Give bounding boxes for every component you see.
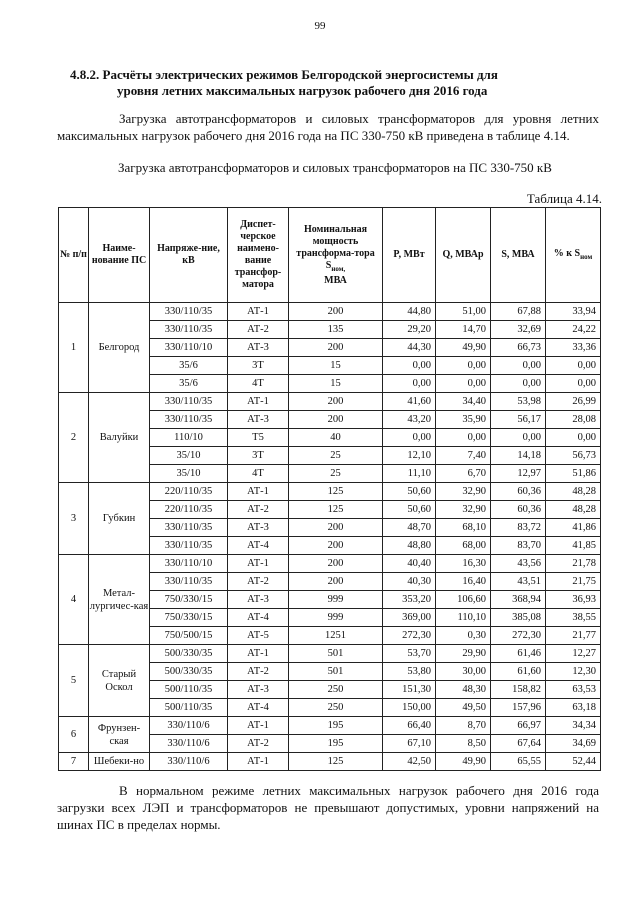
pct-cell: 21,75: [546, 573, 601, 591]
p-cell: 40,40: [383, 555, 436, 573]
table-row: [59, 303, 601, 321]
pct-cell: 63,18: [546, 699, 601, 717]
s-cell: 43,56: [491, 555, 546, 573]
pct-cell: 63,53: [546, 681, 601, 699]
substation-name-cell: Шебеки-но: [89, 753, 150, 771]
dispatch-cell: 4Т: [228, 465, 289, 483]
substation-name-cell: Старый Оскол: [89, 645, 150, 717]
p-cell: 353,20: [383, 591, 436, 609]
dispatch-cell: АТ-2: [228, 663, 289, 681]
dispatch-cell: АТ-2: [228, 321, 289, 339]
p-cell: 48,70: [383, 519, 436, 537]
p-cell: 29,20: [383, 321, 436, 339]
voltage-cell: 330/110/35: [150, 393, 228, 411]
voltage-cell: 330/110/6: [150, 753, 228, 771]
nominal-cell: 125: [289, 753, 383, 771]
p-cell: 150,00: [383, 699, 436, 717]
voltage-cell: 500/110/35: [150, 681, 228, 699]
header-nominal-main: Номинальная мощность трансформа-тора S: [296, 223, 375, 271]
nominal-cell: 15: [289, 357, 383, 375]
dispatch-cell: АТ-5: [228, 627, 289, 645]
q-cell: 35,90: [436, 411, 491, 429]
nominal-cell: 999: [289, 591, 383, 609]
q-cell: 0,00: [436, 375, 491, 393]
conclusion-paragraph: В нормальном режиме летних максимальных нагрузок рабочего дня 2016 года загрузки всех ЛЭП и трансформаторов не превышают допустимых, уровни напряжений на шинах ПС в пределах нормы.: [57, 783, 599, 832]
pct-cell: 28,08: [546, 411, 601, 429]
dispatch-cell: АТ-1: [228, 555, 289, 573]
page-number: 99: [314, 20, 326, 32]
voltage-cell: 330/110/6: [150, 717, 228, 735]
dispatch-cell: 3Т: [228, 357, 289, 375]
s-cell: 61,60: [491, 663, 546, 681]
nominal-cell: 200: [289, 393, 383, 411]
intro-paragraph: Загрузка автотрансформаторов и силовых трансформаторов для уровня летних максимальных нагрузок рабочего дня 2016 года на ПС 330-750 кВ приведена в таблице 4.14.: [57, 111, 599, 143]
voltage-cell: 35/6: [150, 357, 228, 375]
p-cell: 50,60: [383, 501, 436, 519]
q-cell: 16,30: [436, 555, 491, 573]
q-cell: 49,50: [436, 699, 491, 717]
dispatch-cell: АТ-1: [228, 645, 289, 663]
pct-cell: 26,99: [546, 393, 601, 411]
dispatch-cell: АТ-2: [228, 573, 289, 591]
dispatch-cell: АТ-3: [228, 591, 289, 609]
dispatch-cell: АТ-1: [228, 303, 289, 321]
q-cell: 0,30: [436, 627, 491, 645]
s-cell: 66,73: [491, 339, 546, 357]
q-cell: 14,70: [436, 321, 491, 339]
pct-cell: 24,22: [546, 321, 601, 339]
voltage-cell: 750/500/15: [150, 627, 228, 645]
p-cell: 0,00: [383, 429, 436, 447]
row-number-cell: 2: [59, 393, 89, 483]
pct-cell: 0,00: [546, 375, 601, 393]
voltage-cell: 330/110/35: [150, 321, 228, 339]
s-cell: 368,94: [491, 591, 546, 609]
header-q: Q, МВАр: [436, 208, 491, 303]
heading-line-1: 4.8.2. Расчёты электрических режимов Белгородской энергосистемы для: [70, 67, 498, 82]
nominal-cell: 15: [289, 375, 383, 393]
row-number-cell: 4: [59, 555, 89, 645]
voltage-cell: 330/110/35: [150, 411, 228, 429]
voltage-cell: 220/110/35: [150, 501, 228, 519]
table-row: [59, 483, 601, 501]
voltage-cell: 35/6: [150, 375, 228, 393]
header-pct-sub: ном: [580, 252, 593, 261]
q-cell: 0,00: [436, 357, 491, 375]
pct-cell: 21,77: [546, 627, 601, 645]
voltage-cell: 330/110/10: [150, 555, 228, 573]
nominal-cell: 125: [289, 501, 383, 519]
dispatch-cell: АТ-3: [228, 681, 289, 699]
header-no: № п/п: [59, 208, 89, 303]
q-cell: 48,30: [436, 681, 491, 699]
header-s: S, МВА: [491, 208, 546, 303]
nominal-cell: 40: [289, 429, 383, 447]
pct-cell: 33,36: [546, 339, 601, 357]
nominal-cell: 250: [289, 681, 383, 699]
nominal-cell: 195: [289, 717, 383, 735]
voltage-cell: 330/110/35: [150, 537, 228, 555]
pct-cell: 21,78: [546, 555, 601, 573]
q-cell: 30,00: [436, 663, 491, 681]
s-cell: 272,30: [491, 627, 546, 645]
header-nominal-sub: ном,: [331, 264, 346, 273]
pct-cell: 0,00: [546, 429, 601, 447]
p-cell: 44,80: [383, 303, 436, 321]
s-cell: 12,97: [491, 465, 546, 483]
pct-cell: 12,30: [546, 663, 601, 681]
p-cell: 67,10: [383, 735, 436, 753]
dispatch-cell: АТ-3: [228, 519, 289, 537]
nominal-cell: 200: [289, 555, 383, 573]
table-row: [59, 555, 601, 573]
substation-name-cell: Метал-лургичес-кая: [89, 555, 150, 645]
nominal-cell: 200: [289, 573, 383, 591]
header-name: Наиме-нование ПС: [89, 208, 150, 303]
nominal-cell: 250: [289, 699, 383, 717]
q-cell: 68,10: [436, 519, 491, 537]
dispatch-cell: АТ-4: [228, 609, 289, 627]
voltage-cell: 330/110/35: [150, 573, 228, 591]
pct-cell: 41,86: [546, 519, 601, 537]
q-cell: 51,00: [436, 303, 491, 321]
p-cell: 272,30: [383, 627, 436, 645]
p-cell: 0,00: [383, 357, 436, 375]
q-cell: 49,90: [436, 339, 491, 357]
voltage-cell: 500/330/35: [150, 645, 228, 663]
section-heading: [70, 67, 590, 99]
pct-cell: 34,34: [546, 717, 601, 735]
nominal-cell: 1251: [289, 627, 383, 645]
s-cell: 67,64: [491, 735, 546, 753]
s-cell: 61,46: [491, 645, 546, 663]
p-cell: 40,30: [383, 573, 436, 591]
table-header-row: [59, 208, 601, 303]
dispatch-cell: АТ-2: [228, 501, 289, 519]
q-cell: 32,90: [436, 483, 491, 501]
header-pct-main: % к S: [553, 247, 581, 259]
q-cell: 0,00: [436, 429, 491, 447]
pct-cell: 12,27: [546, 645, 601, 663]
pct-cell: 38,55: [546, 609, 601, 627]
s-cell: 83,70: [491, 537, 546, 555]
p-cell: 0,00: [383, 375, 436, 393]
p-cell: 41,60: [383, 393, 436, 411]
pct-cell: 34,69: [546, 735, 601, 753]
q-cell: 32,90: [436, 501, 491, 519]
q-cell: 68,00: [436, 537, 491, 555]
q-cell: 8,50: [436, 735, 491, 753]
voltage-cell: 750/330/15: [150, 591, 228, 609]
q-cell: 110,10: [436, 609, 491, 627]
nominal-cell: 125: [289, 483, 383, 501]
voltage-cell: 330/110/10: [150, 339, 228, 357]
heading-line-2: уровня летних максимальных нагрузок рабочего дня 2016 года: [117, 83, 488, 98]
s-cell: 43,51: [491, 573, 546, 591]
table-label: Таблица 4.14.: [526, 191, 602, 206]
voltage-cell: 330/110/35: [150, 519, 228, 537]
row-number-cell: 6: [59, 717, 89, 753]
pct-cell: 41,85: [546, 537, 601, 555]
table-row: [59, 393, 601, 411]
pct-cell: 48,28: [546, 483, 601, 501]
p-cell: 369,00: [383, 609, 436, 627]
s-cell: 0,00: [491, 357, 546, 375]
header-dispatch: Диспет-черское наимено-вание трансфор-матора: [228, 208, 289, 303]
q-cell: 106,60: [436, 591, 491, 609]
p-cell: 44,30: [383, 339, 436, 357]
dispatch-cell: АТ-3: [228, 339, 289, 357]
transformer-load-table: [58, 207, 601, 771]
voltage-cell: 330/110/6: [150, 735, 228, 753]
nominal-cell: 501: [289, 645, 383, 663]
table-row: [59, 717, 601, 735]
p-cell: 66,40: [383, 717, 436, 735]
table-row: [59, 645, 601, 663]
pct-cell: 56,73: [546, 447, 601, 465]
pct-cell: 0,00: [546, 357, 601, 375]
dispatch-cell: АТ-4: [228, 699, 289, 717]
p-cell: 48,80: [383, 537, 436, 555]
dispatch-cell: АТ-3: [228, 411, 289, 429]
s-cell: 60,36: [491, 483, 546, 501]
nominal-cell: 200: [289, 411, 383, 429]
dispatch-cell: Т5: [228, 429, 289, 447]
voltage-cell: 500/330/35: [150, 663, 228, 681]
table-row: [59, 753, 601, 771]
row-number-cell: 3: [59, 483, 89, 555]
pct-cell: 48,28: [546, 501, 601, 519]
dispatch-cell: АТ-1: [228, 717, 289, 735]
s-cell: 385,08: [491, 609, 546, 627]
substation-name-cell: Фрунзен-ская: [89, 717, 150, 753]
voltage-cell: 110/10: [150, 429, 228, 447]
p-cell: 12,10: [383, 447, 436, 465]
nominal-cell: 25: [289, 465, 383, 483]
q-cell: 29,90: [436, 645, 491, 663]
pct-cell: 51,86: [546, 465, 601, 483]
header-p: P, МВт: [383, 208, 436, 303]
q-cell: 7,40: [436, 447, 491, 465]
substation-name-cell: Губкин: [89, 483, 150, 555]
nominal-cell: 999: [289, 609, 383, 627]
header-nominal-unit: МВА: [324, 274, 347, 286]
q-cell: 16,40: [436, 573, 491, 591]
q-cell: 34,40: [436, 393, 491, 411]
p-cell: 53,70: [383, 645, 436, 663]
nominal-cell: 25: [289, 447, 383, 465]
nominal-cell: 200: [289, 519, 383, 537]
dispatch-cell: 4Т: [228, 375, 289, 393]
p-cell: 42,50: [383, 753, 436, 771]
nominal-cell: 501: [289, 663, 383, 681]
dispatch-cell: 3Т: [228, 447, 289, 465]
s-cell: 0,00: [491, 429, 546, 447]
substation-name-cell: Белгород: [89, 303, 150, 393]
dispatch-cell: АТ-4: [228, 537, 289, 555]
s-cell: 65,55: [491, 753, 546, 771]
nominal-cell: 135: [289, 321, 383, 339]
s-cell: 66,97: [491, 717, 546, 735]
nominal-cell: 200: [289, 339, 383, 357]
voltage-cell: 35/10: [150, 447, 228, 465]
pct-cell: 33,94: [546, 303, 601, 321]
table-body: [59, 303, 601, 771]
q-cell: 49,90: [436, 753, 491, 771]
s-cell: 56,17: [491, 411, 546, 429]
dispatch-cell: АТ-1: [228, 483, 289, 501]
s-cell: 158,82: [491, 681, 546, 699]
voltage-cell: 220/110/35: [150, 483, 228, 501]
pct-cell: 52,44: [546, 753, 601, 771]
voltage-cell: 35/10: [150, 465, 228, 483]
dispatch-cell: АТ-1: [228, 393, 289, 411]
q-cell: 8,70: [436, 717, 491, 735]
p-cell: 11,10: [383, 465, 436, 483]
p-cell: 50,60: [383, 483, 436, 501]
pct-cell: 36,93: [546, 591, 601, 609]
header-voltage: Напряже-ние, кВ: [150, 208, 228, 303]
dispatch-cell: АТ-1: [228, 753, 289, 771]
s-cell: 32,69: [491, 321, 546, 339]
p-cell: 151,30: [383, 681, 436, 699]
voltage-cell: 500/110/35: [150, 699, 228, 717]
p-cell: 53,80: [383, 663, 436, 681]
q-cell: 6,70: [436, 465, 491, 483]
s-cell: 14,18: [491, 447, 546, 465]
nominal-cell: 200: [289, 303, 383, 321]
header-pct: [546, 208, 601, 303]
row-number-cell: 5: [59, 645, 89, 717]
voltage-cell: 330/110/35: [150, 303, 228, 321]
p-cell: 43,20: [383, 411, 436, 429]
row-number-cell: 1: [59, 303, 89, 393]
s-cell: 53,98: [491, 393, 546, 411]
row-number-cell: 7: [59, 753, 89, 771]
nominal-cell: 200: [289, 537, 383, 555]
s-cell: 157,96: [491, 699, 546, 717]
substation-name-cell: Валуйки: [89, 393, 150, 483]
voltage-cell: 750/330/15: [150, 609, 228, 627]
s-cell: 60,36: [491, 501, 546, 519]
s-cell: 83,72: [491, 519, 546, 537]
s-cell: 0,00: [491, 375, 546, 393]
header-nominal: [289, 208, 383, 303]
dispatch-cell: АТ-2: [228, 735, 289, 753]
table-caption: Загрузка автотрансформаторов и силовых трансформаторов на ПС 330-750 кВ: [118, 160, 552, 175]
nominal-cell: 195: [289, 735, 383, 753]
s-cell: 67,88: [491, 303, 546, 321]
